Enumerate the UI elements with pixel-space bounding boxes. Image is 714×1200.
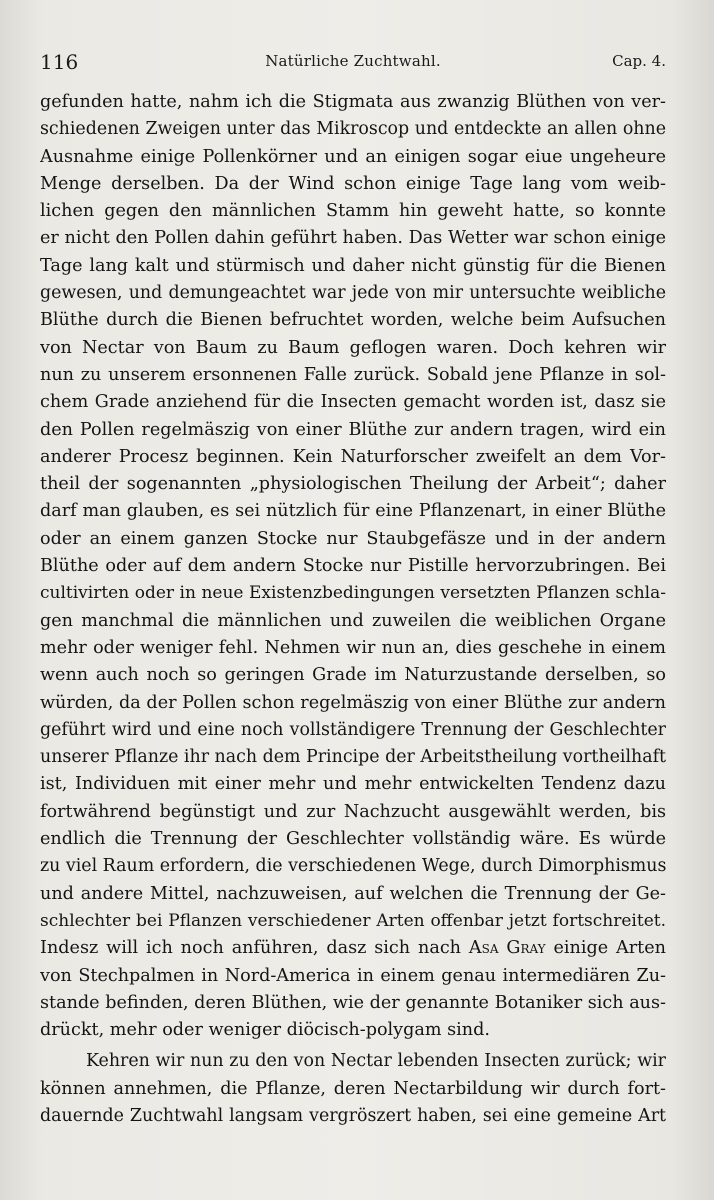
text-line: und andere Mittel, nachzuweisen, auf welchen die Trennung der Ge- (40, 883, 666, 904)
text-line: Blüthe oder auf dem andern Stocke nur Pistille hervorzubringen. Bei (40, 556, 666, 577)
text-line: von Nectar von Baum zu Baum geflogen waren. Doch kehren wir (40, 337, 666, 358)
text-line: zu viel Raum erfordern, die verschiedenen Wege, durch Dimorphismus (40, 856, 666, 877)
author-name: Asa Gray (468, 938, 546, 959)
text-line: gewesen, und demungeachtet war jede von mir untersuchte weibliche (40, 283, 666, 304)
text-line: er nicht den Pollen dahin geführt haben. Das Wetter war schon einige (40, 228, 666, 249)
text-line: wenn auch noch so geringen Grade im Naturzustande derselben, so (40, 665, 666, 686)
text-line: endlich die Trennung der Geschlechter vollständig wäre. Es würde (40, 829, 666, 850)
running-title: Natürliche Zuchtwahl. (265, 52, 441, 70)
text-line: lichen gegen den männlichen Stamm hin geweht hatte, so konnte (40, 201, 666, 222)
text-line: cultivirten oder in neue Existenzbedingungen versetzten Pflanzen schla- (40, 583, 666, 604)
text-line: den Pollen regelmäszig von einer Blüthe zur andern tragen, wird ein (40, 419, 666, 440)
paragraph (40, 89, 666, 1044)
text-line (40, 935, 666, 962)
text-line: dauernde Zuchtwahl langsam vergröszert haben, sei eine gemeine Art (40, 1105, 666, 1126)
text-line: chem Grade anziehend für die Insecten gemacht worden ist, dasz sie (40, 392, 666, 413)
text-line: gen manchmal die männlichen und zuweilen die weiblichen Organe (40, 610, 666, 631)
text-line: gefunden hatte, nahm ich die Stigmata aus zwanzig Blüthen von ver- (40, 92, 666, 112)
text-line: Tage lang kalt und stürmisch und daher nicht günstig für die Bienen (40, 255, 666, 276)
text-line: Menge derselben. Da der Wind schon einige Tage lang vom weib- (40, 173, 666, 194)
text-line: anderer Procesz beginnen. Kein Naturforscher zweifelt an dem Vor- (40, 446, 666, 467)
text-line: stande befinden, deren Blüthen, wie der genannte Botaniker sich aus- (40, 992, 666, 1013)
text-line: von Stechpalmen in Nord-America in einem genau intermediären Zu- (40, 965, 666, 986)
text-line: oder an einem ganzen Stocke nur Staubgefäsze und in der andern (40, 528, 666, 549)
text-line: theil der sogenannten „physiologischen Theilung der Arbeit“; daher (40, 474, 666, 495)
text-line: mehr oder weniger fehl. Nehmen wir nun an, dies geschehe in einem (40, 637, 666, 658)
text-line: nun zu unserem ersonnenen Falle zurück. Sobald jene Pflanze in sol- (40, 364, 666, 385)
text-line: Ausnahme einige Pollenkörner und an einigen sogar eiue ungeheure (40, 146, 666, 167)
text-line: darf man glauben, es sei nützlich für eine Pflanzenart, in einer Blüthe (40, 501, 666, 522)
text-line: würden, da der Pollen schon regelmäszig von einer Blüthe zur andern (40, 692, 666, 713)
text-line: Blüthe durch die Bienen befruchtet worden, welche beim Aufsuchen (40, 310, 666, 331)
text-line: ist, Individuen mit einer mehr und mehr entwickelten Tendenz dazu (40, 774, 666, 795)
text-fragment: Indesz will ich noch anführen, dasz sich nach (40, 938, 469, 959)
text-line: drückt, mehr oder weniger diöcisch-polygam sind. (40, 1020, 490, 1041)
text-line: können annehmen, die Pflanze, deren Nectarbildung wir durch fort- (40, 1078, 666, 1099)
text-line: unserer Pflanze ihr nach dem Principe der Arbeitstheilung vortheilhaft (40, 747, 666, 768)
text-line: geführt wird und eine noch vollständigere Trennung der Geschlechter (40, 719, 666, 740)
text-line: fortwährend begünstigt und zur Nachzucht ausgewählt werden, bis (40, 801, 666, 822)
body-text (40, 89, 666, 1130)
text-line: Kehren wir nun zu den von Nectar lebenden Insecten zurück; wir (86, 1051, 666, 1072)
chapter-label: Cap. 4. (612, 52, 666, 70)
page-header (40, 50, 666, 74)
page-number: 116 (40, 50, 79, 74)
text-fragment: einige Arten (545, 938, 666, 959)
paragraph (40, 1048, 666, 1130)
text-line: schiedenen Zweigen unter das Mikroscop und entdeckte an allen ohne (40, 119, 666, 140)
text-line: schlechter bei Pflanzen verschiedener Arten offenbar jetzt fortschreitet. (40, 910, 666, 931)
